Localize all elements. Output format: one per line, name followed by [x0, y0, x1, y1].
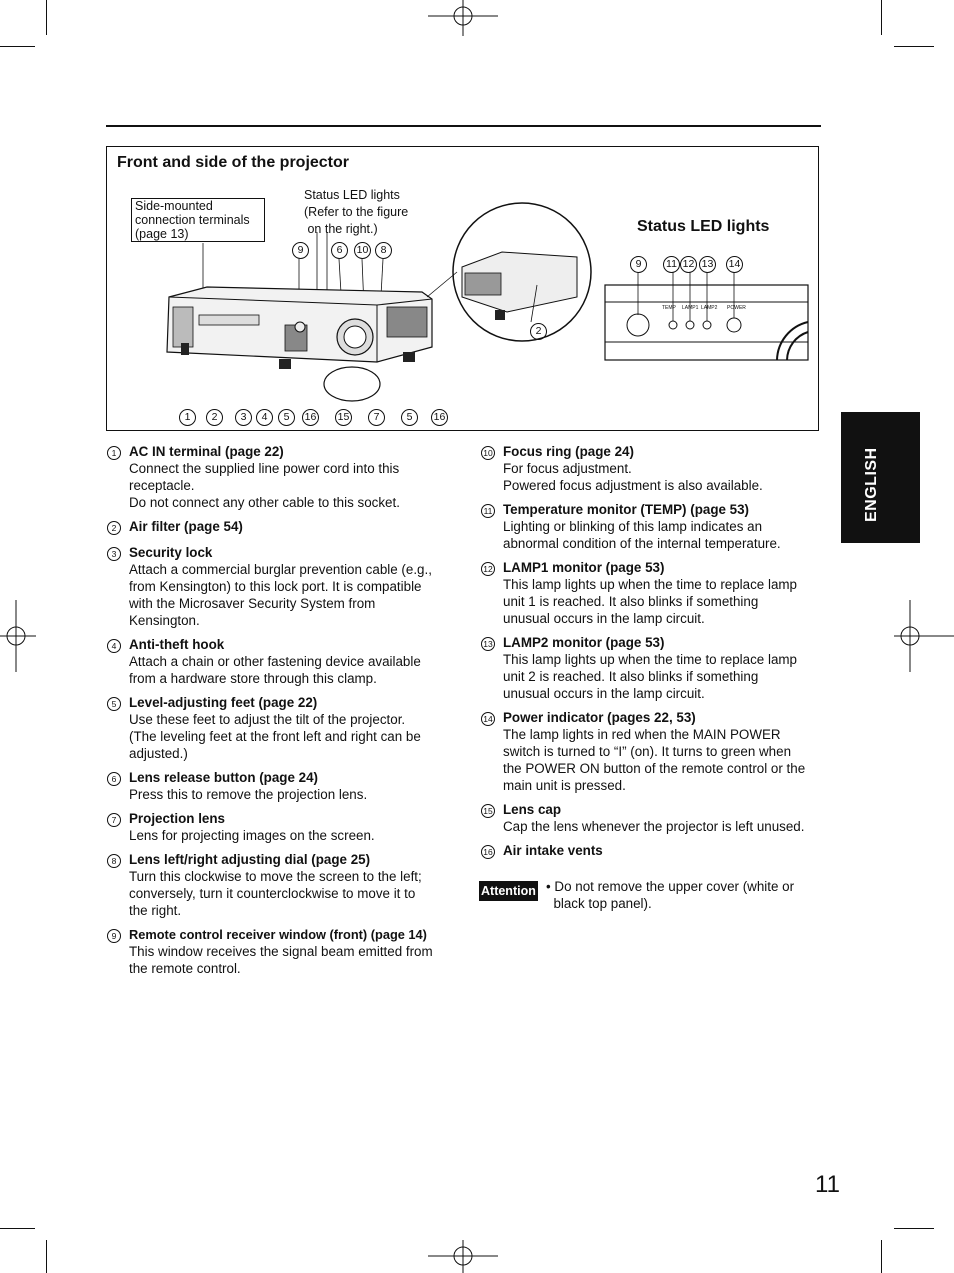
item-desc: Lens for projecting images on the screen. [129, 828, 375, 843]
item-desc: Attach a chain or other fastening device available [129, 654, 421, 669]
item-desc: main unit is pressed. [503, 778, 626, 793]
registration-mark-bottom [428, 1240, 498, 1273]
item-desc: the POWER ON button of the remote control or the [503, 761, 806, 776]
page-number: 11 [815, 1171, 840, 1198]
figure-label: 4 [256, 409, 273, 426]
item-desc: switch is turned to “I” (on). It turns to green when [503, 744, 792, 759]
led-label: 11 [663, 256, 680, 273]
item-title: Remote control receiver window (front) (page 14) [129, 927, 427, 942]
item-desc: Use these feet to adjust the tilt of the projector. [129, 712, 406, 727]
item-desc: Attach a commercial burglar prevention cable (e.g., [129, 562, 432, 577]
crop-mark [894, 1228, 934, 1229]
item-desc: This window receives the signal beam emitted from [129, 944, 433, 959]
right-column [481, 443, 826, 859]
list-item [107, 636, 452, 687]
item-number: 2 [107, 521, 121, 535]
list-item [481, 842, 826, 859]
item-desc: Connect the supplied line power cord into this [129, 461, 400, 476]
item-number: 12 [481, 562, 495, 576]
list-item [481, 634, 826, 702]
item-desc: Kensington. [129, 613, 200, 628]
item-desc: This lamp lights up when the time to replace lamp [503, 652, 797, 667]
item-desc: the remote control. [129, 961, 241, 976]
crop-mark [0, 1228, 35, 1229]
led-label: 13 [699, 256, 716, 273]
item-title: Temperature monitor (TEMP) (page 53) [503, 502, 750, 517]
list-item [481, 443, 826, 494]
item-number: 5 [107, 697, 121, 711]
list-item [107, 851, 452, 919]
item-desc: Powered focus adjustment is also available. [503, 478, 763, 493]
language-tab-label: ENGLISH [863, 447, 880, 522]
item-desc: Turn this clockwise to move the screen to the left; [129, 869, 422, 884]
item-title: Power indicator (pages 22, 53) [503, 710, 696, 725]
item-number: 14 [481, 712, 495, 726]
figure-label: 6 [331, 242, 348, 259]
list-item [107, 544, 452, 629]
attention-line: • Do not remove the upper cover (white or [546, 879, 795, 894]
list-item [481, 801, 826, 835]
figure-label: 2 [206, 409, 223, 426]
callout-line: on the right.) [304, 222, 378, 236]
item-desc: adjusted.) [129, 746, 188, 761]
item-number: 10 [481, 446, 495, 460]
item-desc: Press this to remove the projection lens. [129, 787, 368, 802]
item-title: Lens cap [503, 802, 562, 817]
list-item [107, 810, 452, 844]
item-title: Air intake vents [503, 843, 603, 858]
callout-line: Side-mounted [135, 199, 213, 213]
panel-label-power: POWER [727, 305, 746, 311]
item-number: 8 [107, 854, 121, 868]
list-item [481, 501, 826, 552]
item-desc: unit 2 is reached. It also blinks if something [503, 669, 759, 684]
item-title: Security lock [129, 545, 213, 560]
registration-mark-left [0, 600, 36, 672]
item-desc: with the Microsaver Security System from [129, 596, 376, 611]
item-title: Level-adjusting feet (page 22) [129, 695, 318, 710]
item-desc: (The leveling feet at the front left and right can be [129, 729, 421, 744]
item-desc: abnormal condition of the internal temperature. [503, 536, 781, 551]
item-title: Projection lens [129, 811, 225, 826]
item-title: Lens left/right adjusting dial (page 25) [129, 852, 371, 867]
item-number: 3 [107, 547, 121, 561]
led-label: 14 [726, 256, 743, 273]
figure-label: 7 [368, 409, 385, 426]
callout-line: Status LED lights [304, 188, 400, 202]
projector-illustration [107, 147, 818, 430]
item-number: 16 [481, 845, 495, 859]
item-desc: Lighting or blinking of this lamp indicates an [503, 519, 763, 534]
item-number: 9 [107, 929, 121, 943]
registration-mark-right [894, 600, 954, 672]
panel-label-lamp1: LAMP1 [682, 305, 699, 311]
item-title: Lens release button (page 24) [129, 770, 319, 785]
callout-line: (page 13) [135, 227, 189, 241]
callout-line: connection terminals [135, 213, 250, 227]
list-item [107, 443, 452, 511]
figure-label: 10 [354, 242, 371, 259]
panel-label-temp: TEMP [662, 305, 676, 311]
figure-label: 15 [335, 409, 352, 426]
item-desc: the right. [129, 903, 182, 918]
registration-mark-top [428, 0, 498, 36]
figure-label: 1 [179, 409, 196, 426]
crop-mark [46, 1240, 47, 1273]
crop-mark [0, 46, 35, 47]
item-number: 7 [107, 813, 121, 827]
item-title: LAMP2 monitor (page 53) [503, 635, 665, 650]
item-desc: unit 1 is reached. It also blinks if something [503, 594, 759, 609]
crop-mark [881, 1240, 882, 1273]
item-number: 13 [481, 637, 495, 651]
figure-label: 5 [278, 409, 295, 426]
crop-mark [46, 0, 47, 35]
panel-label-lamp2: LAMP2 [701, 305, 718, 311]
led-panel-title: Status LED lights [637, 218, 770, 235]
language-tab [841, 412, 920, 543]
item-desc: The lamp lights in red when the MAIN POWER [503, 727, 781, 742]
item-number: 15 [481, 804, 495, 818]
item-desc: Do not connect any other cable to this socket. [129, 495, 400, 510]
list-item [107, 518, 452, 535]
list-item [107, 694, 452, 762]
item-desc: This lamp lights up when the time to replace lamp [503, 577, 797, 592]
item-desc: from a hardware store through this clamp. [129, 671, 377, 686]
callout-line: (Refer to the figure [304, 205, 409, 219]
header-rule [106, 125, 821, 127]
figure-label: 5 [401, 409, 418, 426]
item-desc: conversely, turn it counterclockwise to move it to [129, 886, 416, 901]
item-title: Anti-theft hook [129, 637, 225, 652]
list-item [481, 709, 826, 794]
figure-label: 3 [235, 409, 252, 426]
led-label: 12 [680, 256, 697, 273]
attention-line: black top panel). [546, 896, 652, 911]
attention-label: Attention [479, 881, 538, 901]
item-title: LAMP1 monitor (page 53) [503, 560, 665, 575]
list-item [481, 559, 826, 627]
attention-text [546, 878, 821, 912]
item-desc: Cap the lens whenever the projector is left unused. [503, 819, 805, 834]
item-title: AC IN terminal (page 22) [129, 444, 284, 459]
item-number: 4 [107, 639, 121, 653]
item-desc: from Kensington) to this lock port. It is compatible [129, 579, 422, 594]
figure-label: 9 [292, 242, 309, 259]
inset-label: 2 [530, 323, 547, 340]
figure-label: 8 [375, 242, 392, 259]
item-title: Air filter (page 54) [129, 519, 243, 534]
item-number: 11 [481, 504, 495, 518]
item-number: 1 [107, 446, 121, 460]
led-label: 9 [630, 256, 647, 273]
list-item [107, 769, 452, 803]
item-desc: For focus adjustment. [503, 461, 632, 476]
figure-title: Front and side of the projector [117, 154, 350, 171]
item-desc: unusual occurs in the lamp circuit. [503, 686, 705, 701]
list-item [107, 926, 452, 977]
crop-mark [894, 46, 934, 47]
item-title: Focus ring (page 24) [503, 444, 634, 459]
item-desc: unusual occurs in the lamp circuit. [503, 611, 705, 626]
item-desc: receptacle. [129, 478, 195, 493]
crop-mark [881, 0, 882, 35]
figure-label: 16 [302, 409, 319, 426]
item-number: 6 [107, 772, 121, 786]
left-column [107, 443, 452, 977]
figure-label: 16 [431, 409, 448, 426]
